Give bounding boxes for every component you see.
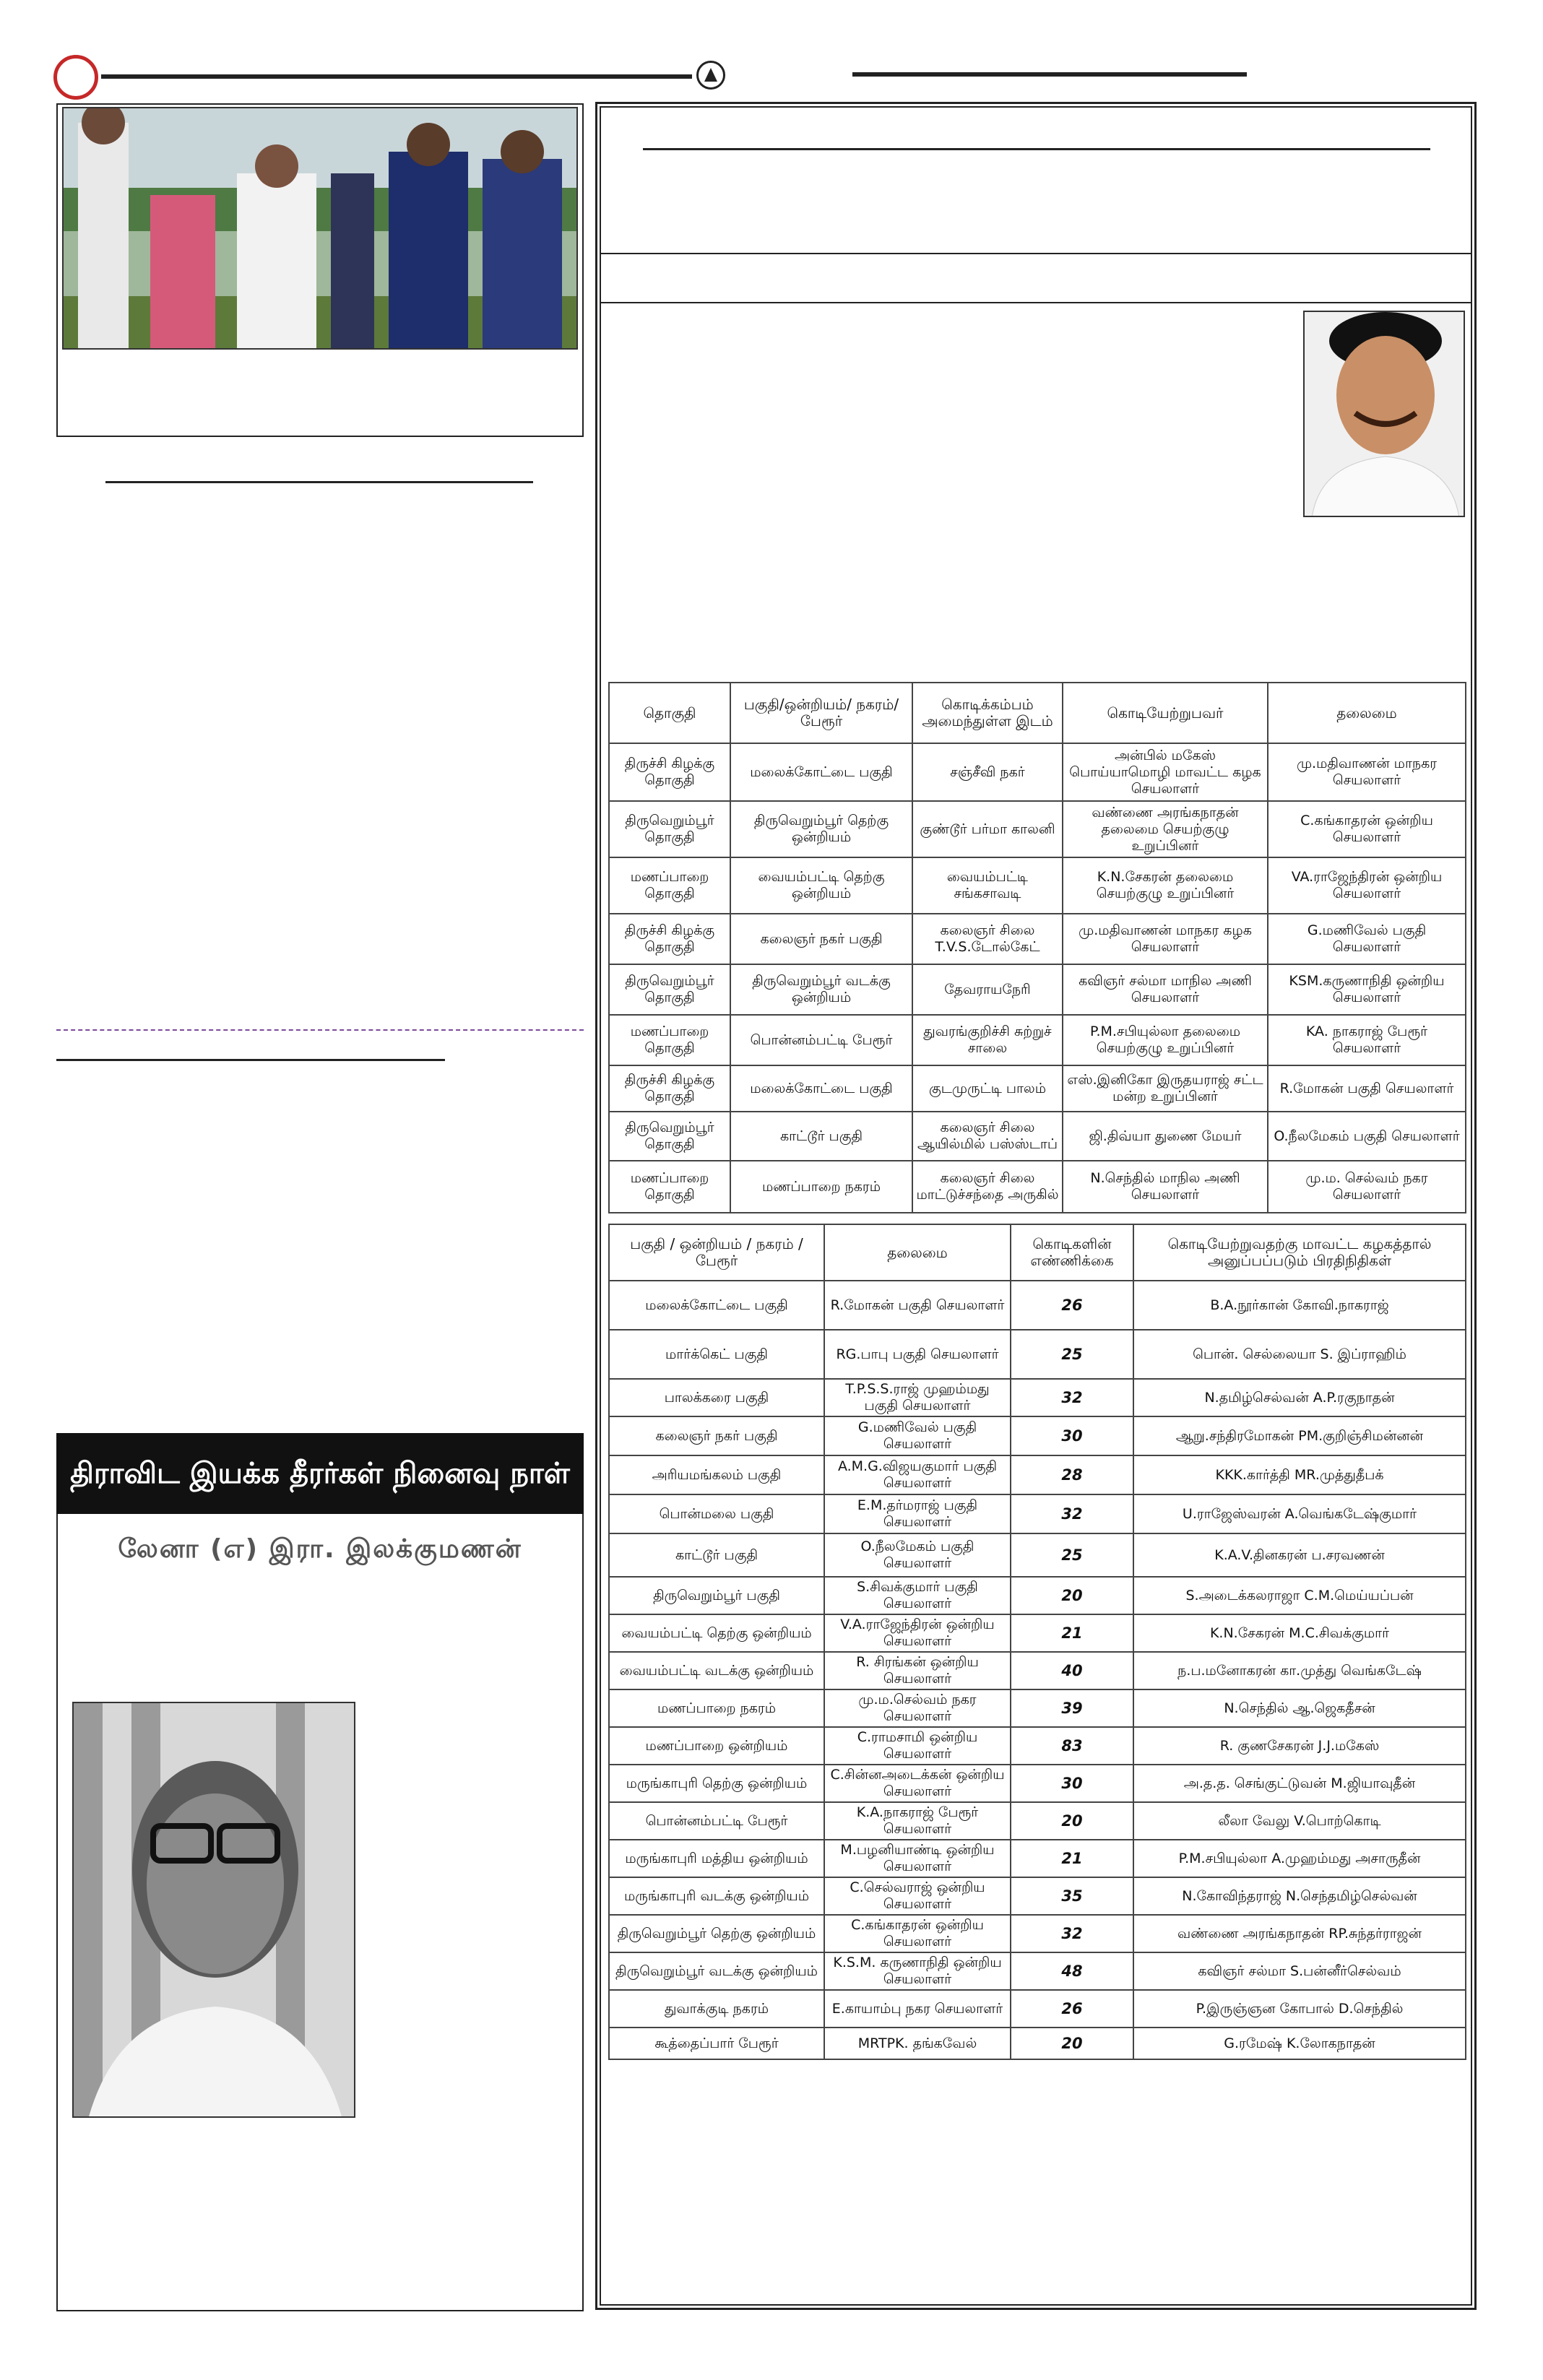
article-rule-2 [601, 302, 1471, 303]
table-cell: மணப்பாறை தொகுதி [609, 1161, 730, 1213]
table-cell: K.N.சேகரன் தலைமை செயற்குழு உறுப்பினர் [1063, 857, 1268, 914]
table-cell: 40 [1011, 1652, 1133, 1689]
table-cell: RG.பாபு பகுதி செயலாளர் [824, 1330, 1011, 1379]
table-cell: 25 [1011, 1330, 1133, 1379]
table-cell: 32 [1011, 1915, 1133, 1952]
table-row [609, 1112, 1466, 1161]
table-cell: மலைக்கோட்டை பகுதி [730, 743, 912, 801]
table-cell: திருச்சி கிழக்கு தொகுதி [609, 743, 730, 801]
table-cell: K.A.நாகராஜ் பேரூர் செயலாளர் [824, 1802, 1011, 1840]
obituary-banner [56, 1433, 584, 1514]
table-cell: கலைஞர் நகர் பகுதி [609, 1416, 824, 1455]
table-row [609, 1577, 1466, 1614]
table-cell: மணப்பாறை தொகுதி [609, 1015, 730, 1065]
table-cell: R.மோகன் பகுதி செயலாளர் [824, 1281, 1011, 1330]
portrait-photo [72, 1702, 355, 2118]
table-cell: கலைஞர் சிலை T.V.S.டோல்கேட் [912, 914, 1063, 964]
left-divider-2 [56, 1059, 445, 1061]
table-cell: M.பழனியாண்டி ஒன்றிய செயலாளர் [824, 1840, 1011, 1877]
table-cell: G.ரமேஷ் K.லோகநாதன் [1133, 2028, 1466, 2059]
table-header-row [609, 1224, 1466, 1281]
table-cell: KSM.கருணாநிதி ஒன்றிய செயலாளர் [1268, 964, 1466, 1015]
table-cell: G.மணிவேல் பகுதி செயலாளர் [1268, 914, 1466, 964]
flag-hoisting-venue-table [608, 682, 1466, 1213]
table-cell: திருச்சி கிழக்கு தொகுதி [609, 914, 730, 964]
table-cell: N.செந்தில் ஆ.ஜெகதீசன் [1133, 1689, 1466, 1727]
table-cell: வையம்பட்டி சங்கசாவடி [912, 857, 1063, 914]
table-row [609, 914, 1466, 964]
table-cell: வண்ணை அரங்கநாதன் RP.சுந்தர்ராஜன் [1133, 1915, 1466, 1952]
table-row [609, 1455, 1466, 1494]
table-row [609, 2028, 1466, 2059]
table-row [609, 1877, 1466, 1915]
table-cell: கவிஞர் சல்மா S.பன்னீர்செல்வம் [1133, 1952, 1466, 1990]
table-row [609, 1802, 1466, 1840]
table-row [609, 1330, 1466, 1379]
table-cell: திருவெறும்பூர் தொகுதி [609, 1112, 730, 1161]
table-cell: சஞ்சீவி நகர் [912, 743, 1063, 801]
table-cell: MRTPK. தங்கவேல் [824, 2028, 1011, 2059]
table-row [609, 857, 1466, 914]
table-row [609, 1840, 1466, 1877]
table-cell: U.ராஜேஸ்வரன் A.வெங்கடேஷ்குமார் [1133, 1494, 1466, 1533]
table-row [609, 1952, 1466, 1990]
table-row [609, 1494, 1466, 1533]
table-row [609, 1652, 1466, 1689]
table-cell: A.M.G.விஜயகுமார் பகுதி செயலாளர் [824, 1455, 1011, 1494]
table-cell: மலைக்கோட்டை பகுதி [609, 1281, 824, 1330]
table-cell: திருவெறும்பூர் தெற்கு ஒன்றியம் [609, 1915, 824, 1952]
table-cell: 21 [1011, 1840, 1133, 1877]
table-cell: R.மோகன் பகுதி செயலாளர் [1268, 1065, 1466, 1112]
table-row [609, 801, 1466, 857]
article-rule-1 [601, 253, 1471, 254]
table-cell: O.நீலமேகம் பகுதி செயலாளர் [1268, 1112, 1466, 1161]
table-cell: 30 [1011, 1416, 1133, 1455]
table-cell: குண்டூர் பர்மா காலனி [912, 801, 1063, 857]
table-cell: வையம்பட்டி தெற்கு ஒன்றியம் [609, 1614, 824, 1652]
table-cell: ந.ப.மனோகரன் கா.முத்து வெங்கடேஷ் [1133, 1652, 1466, 1689]
group-photo [62, 107, 578, 350]
table-cell: மு.ம.செல்வம் நகர செயலாளர் [824, 1689, 1011, 1727]
column-header: பகுதி/ஒன்றியம்/ நகரம்/பேரூர் [730, 683, 912, 743]
table-cell: B.A.நூர்கான் கோவி.நாகராஜ் [1133, 1281, 1466, 1330]
table-cell: ஆறு.சந்திரமோகன் PM.குறிஞ்சிமன்னன் [1133, 1416, 1466, 1455]
masthead-rule-left [101, 74, 692, 79]
party-flag-representatives-table [608, 1224, 1466, 2060]
table-cell: K.N.சேகரன் M.C.சிவக்குமார் [1133, 1614, 1466, 1652]
column-header: பகுதி / ஒன்றியம் / நகரம் / பேரூர் [609, 1224, 824, 1281]
table-cell: 20 [1011, 1577, 1133, 1614]
table-cell: திருவெறும்பூர் வடக்கு ஒன்றியம் [730, 964, 912, 1015]
table-cell: திருவெறும்பூர் தொகுதி [609, 801, 730, 857]
table-cell: கலைஞர் நகர் பகுதி [730, 914, 912, 964]
table-cell: திருவெறும்பூர் தொகுதி [609, 964, 730, 1015]
table-cell: C.கங்காதரன் ஒன்றிய செயலாளர் [1268, 801, 1466, 857]
table-cell: 32 [1011, 1494, 1133, 1533]
table-cell: N.தமிழ்செல்வன் A.P.ரகுநாதன் [1133, 1379, 1466, 1416]
table-cell: மலைக்கோட்டை பகுதி [730, 1065, 912, 1112]
table-cell: கவிஞர் சல்மா மாநில அணி செயலாளர் [1063, 964, 1268, 1015]
table-cell: KKK.கார்த்தி MR.முத்துதீபக் [1133, 1455, 1466, 1494]
politician-portrait [1303, 311, 1465, 517]
table-row [609, 1065, 1466, 1112]
table-cell: துவாக்குடி நகரம் [609, 1990, 824, 2028]
table-row [609, 1689, 1466, 1727]
table-row [609, 1614, 1466, 1652]
table-cell: காட்டூர் பகுதி [609, 1533, 824, 1577]
table-row [609, 743, 1466, 801]
table-cell: S.சிவக்குமார் பகுதி செயலாளர் [824, 1577, 1011, 1614]
table-cell: கூத்தைப்பார் பேரூர் [609, 2028, 824, 2059]
table-cell: வையம்பட்டி தெற்கு ஒன்றியம் [730, 857, 912, 914]
table-cell: KA. நாகராஜ் பேரூர் செயலாளர் [1268, 1015, 1466, 1065]
table-cell: 30 [1011, 1765, 1133, 1802]
table-cell: 28 [1011, 1455, 1133, 1494]
table-cell: R. குணசேகரன் J.J.மகேஸ் [1133, 1727, 1466, 1765]
table-cell: மு.மதிவாணன் மாநகர கழக செயலாளர் [1063, 914, 1268, 964]
table-row [609, 1161, 1466, 1213]
table-cell: K.A.V.தினகரன் ப.சரவணன் [1133, 1533, 1466, 1577]
table-cell: மருங்காபுரி வடக்கு ஒன்றியம் [609, 1877, 824, 1915]
table-cell: 26 [1011, 1990, 1133, 2028]
table-cell: 32 [1011, 1379, 1133, 1416]
table-cell: N.கோவிந்தராஜ் N.செந்தமிழ்செல்வன் [1133, 1877, 1466, 1915]
table-cell: மணப்பாறை ஒன்றியம் [609, 1727, 824, 1765]
table-cell: 35 [1011, 1877, 1133, 1915]
column-header: கொடியேற்றுவதற்கு மாவட்ட கழகத்தால் அனுப்பப்படும் பிரதிநிதிகள் [1133, 1224, 1466, 1281]
table-cell: O.நீலமேகம் பகுதி செயலாளர் [824, 1533, 1011, 1577]
obituary-author: லேனா (எ) இரா. இலக்குமணன் [118, 1534, 522, 1564]
table-cell: C.ராமசாமி ஒன்றிய செயலாளர் [824, 1727, 1011, 1765]
table-cell: E.M.தர்மராஜ் பகுதி செயலாளர் [824, 1494, 1011, 1533]
table-cell: 48 [1011, 1952, 1133, 1990]
table-cell: குடமுருட்டி பாலம் [912, 1065, 1063, 1112]
table-cell: 21 [1011, 1614, 1133, 1652]
table-cell: அரியமங்கலம் பகுதி [609, 1455, 824, 1494]
masthead-rule-right [852, 72, 1247, 77]
table-cell: தேவராயநேரி [912, 964, 1063, 1015]
table-row [609, 1915, 1466, 1952]
table-cell: R. சிரங்கன் ஒன்றிய செயலாளர் [824, 1652, 1011, 1689]
table-cell: 20 [1011, 1802, 1133, 1840]
article-title-rule [643, 148, 1430, 150]
masthead-logo-icon [53, 55, 98, 100]
table-row [609, 1990, 1466, 2028]
table-cell: மணப்பாறை நகரம் [609, 1689, 824, 1727]
table-cell: S.அடைக்கலராஜா C.M.மெய்யப்பன் [1133, 1577, 1466, 1614]
table-cell: மணப்பாறை நகரம் [730, 1161, 912, 1213]
table-cell: அ.த.த. செங்குட்டுவன் M.ஜியாவுதீன் [1133, 1765, 1466, 1802]
column-header: தொகுதி [609, 683, 730, 743]
table-cell: E.காயாம்பு நகர செயலாளர் [824, 1990, 1011, 2028]
table-header-row [609, 683, 1466, 743]
table-cell: காட்டூர் பகுதி [730, 1112, 912, 1161]
table-cell: பாலக்கரை பகுதி [609, 1379, 824, 1416]
table-cell: 26 [1011, 1281, 1133, 1330]
obituary-banner-text: திராவிட இயக்க தீரர்கள் நினைவு நாள் [70, 1457, 570, 1490]
table-row [609, 1533, 1466, 1577]
table-cell: திருவெறும்பூர் பகுதி [609, 1577, 824, 1614]
table-cell: மு.ம. செல்வம் நகர செயலாளர் [1268, 1161, 1466, 1213]
left-dashed-rule [56, 1029, 584, 1031]
table-cell: மு.மதிவாணன் மாநகர செயலாளர் [1268, 743, 1466, 801]
table-cell: திருச்சி கிழக்கு தொகுதி [609, 1065, 730, 1112]
table-cell: துவரங்குறிச்சி சுற்றுச் சாலை [912, 1015, 1063, 1065]
table-cell: கலைஞர் சிலை ஆயில்மில் பஸ்ஸ்டாப் [912, 1112, 1063, 1161]
table-cell: 25 [1011, 1533, 1133, 1577]
column-header: தலைமை [1268, 683, 1466, 743]
table-cell: பொன்னம்பட்டி பேரூர் [730, 1015, 912, 1065]
table-cell: லீலா வேலு V.பொற்கொடி [1133, 1802, 1466, 1840]
table-cell: C.கங்காதரன் ஒன்றிய செயலாளர் [824, 1915, 1011, 1952]
table-cell: K.S.M. கருணாநிதி ஒன்றிய செயலாளர் [824, 1952, 1011, 1990]
column-header: தலைமை [824, 1224, 1011, 1281]
table-cell: மருங்காபுரி தெற்கு ஒன்றியம் [609, 1765, 824, 1802]
table-row [609, 964, 1466, 1015]
table-cell: T.P.S.S.ராஜ் முஹம்மது பகுதி செயலாளர் [824, 1379, 1011, 1416]
table-row [609, 1281, 1466, 1330]
table-cell: மார்க்கெட் பகுதி [609, 1330, 824, 1379]
table-cell: 83 [1011, 1727, 1133, 1765]
table-cell: வண்ணை அரங்கநாதன் தலைமை செயற்குழு உறுப்பினர் [1063, 801, 1268, 857]
table-row [609, 1379, 1466, 1416]
table-row [609, 1765, 1466, 1802]
table-cell: 39 [1011, 1689, 1133, 1727]
table-cell: C.செல்வராஜ் ஒன்றிய செயலாளர் [824, 1877, 1011, 1915]
left-divider-1 [105, 481, 533, 483]
table-row [609, 1416, 1466, 1455]
table-cell: VA.ராஜேந்திரன் ஒன்றிய செயலாளர் [1268, 857, 1466, 914]
table-cell: P.M.சபியுல்லா A.முஹம்மது அசாருதீன் [1133, 1840, 1466, 1877]
table-cell: வையம்பட்டி வடக்கு ஒன்றியம் [609, 1652, 824, 1689]
table-cell: பொன். செல்லையா S. இப்ராஹிம் [1133, 1330, 1466, 1379]
table-cell: P.இருஞ்ஞன கோபால் D.செந்தில் [1133, 1990, 1466, 2028]
table-cell: N.செந்தில் மாநில அணி செயலாளர் [1063, 1161, 1268, 1213]
table-cell: கலைஞர் சிலை மாட்டுச்சந்தை அருகில் [912, 1161, 1063, 1213]
table-cell: திருவெறும்பூர் வடக்கு ஒன்றியம் [609, 1952, 824, 1990]
table-row [609, 1727, 1466, 1765]
table-cell: மருங்காபுரி மத்திய ஒன்றியம் [609, 1840, 824, 1877]
table-cell: C.சின்னஅடைக்கன் ஒன்றிய செயலாளர் [824, 1765, 1011, 1802]
table-cell: P.M.சபியுல்லா தலைமை செயற்குழு உறுப்பினர் [1063, 1015, 1268, 1065]
table-row [609, 1015, 1466, 1065]
table-cell: 20 [1011, 2028, 1133, 2059]
column-header: கொடிக்கம்பம் அமைந்துள்ள இடம் [912, 683, 1063, 743]
table-cell: திருவெறும்பூர் தெற்கு ஒன்றியம் [730, 801, 912, 857]
table-cell: G.மணிவேல் பகுதி செயலாளர் [824, 1416, 1011, 1455]
table-cell: அன்பில் மகேஸ் பொய்யாமொழி மாவட்ட கழக செயலாளர் [1063, 743, 1268, 801]
table-cell: எஸ்.இனிகோ இருதயராஜ் சட்ட மன்ற உறுப்பினர் [1063, 1065, 1268, 1112]
column-header: கொடியேற்றுபவர் [1063, 683, 1268, 743]
table-cell: மணப்பாறை தொகுதி [609, 857, 730, 914]
table-cell: பொன்மலை பகுதி [609, 1494, 824, 1533]
table-cell: V.A.ராஜேந்திரன் ஒன்றிய செயலாளர் [824, 1614, 1011, 1652]
column-header: கொடிகளின் எண்ணிக்கை [1011, 1224, 1133, 1281]
table-cell: ஜி.திவ்யா துணை மேயர் [1063, 1112, 1268, 1161]
emblem-icon [696, 61, 725, 90]
table-cell: பொன்னம்பட்டி பேரூர் [609, 1802, 824, 1840]
